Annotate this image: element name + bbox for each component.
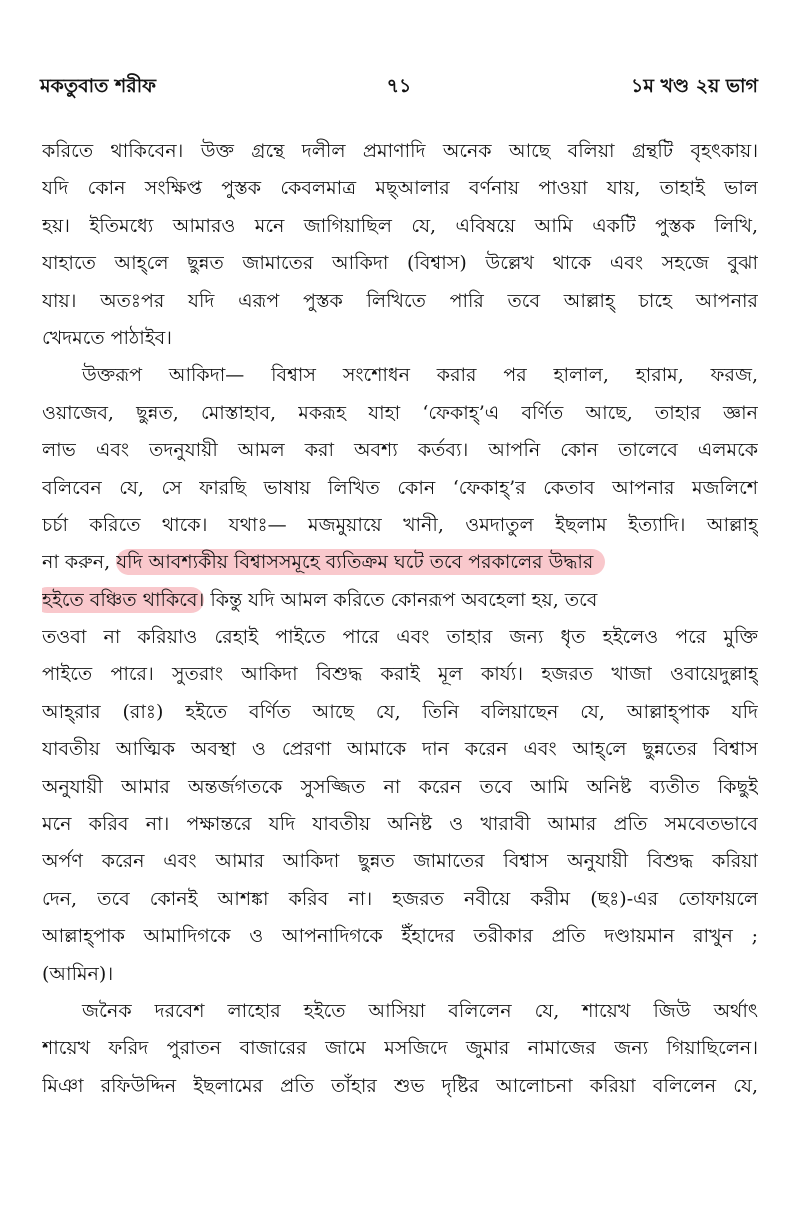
text-line: অনুযায়ী আমার অন্তর্জগতকে সুসজ্জিত না করেন তবে আমি অনিষ্ট ব্যতীত কিছুই (42, 775, 758, 798)
text-line: করিতে থাকিবেন। উক্ত গ্রন্থে দলীল প্রমাণাদি অনেক আছে বলিয়া গ্রন্থটি বৃহৎকায়। (42, 140, 758, 162)
text-line: বলিবেন যে, সে ফারছি ভাষায় লিখিত কোন ‘ফেকাহ্’র কেতাব আপনার মজলিশে (42, 476, 758, 499)
text-line: যাহাতে আহ্‌লে ছুন্নত জামাতের আকিদা (বিশ্বাস) উল্লেখ থাকে এবং সহজে বুঝা (42, 252, 758, 275)
text-line: মিঞা রফিউদ্দিন ইছলামের প্রতি তাঁহার শুভ দৃষ্টির আলোচনা করিয়া বলিলেন যে, (42, 1074, 758, 1097)
text-line: খেদমতে পাঠাইব। (42, 326, 172, 349)
text-line: উক্তরূপ আকিদা— বিশ্বাস সংশোধন করার পর হালাল, হারাম, ফরজ, (82, 364, 758, 387)
highlighted-text: যদি আবশ্যকীয় বিশ্বাসসমূহে ব্যতিক্রম ঘটে তবে পরকালের উদ্ধার (116, 549, 605, 575)
text-line: হয়। ইতিমধ্যে আমারও মনে জাগিয়াছিল যে, এবিষয়ে আমি একটি পুস্তক লিখি, (42, 214, 758, 237)
page-number: ৭১ (386, 75, 412, 97)
text-line: জনৈক দরবেশ লাহোর হইতে আসিয়া বলিলেন যে, শায়েখ জিউ অর্থাৎ (82, 999, 758, 1022)
text-line: অর্পণ করেন এবং আমার আকিদা ছুন্নত জামাতের বিশ্বাস অনুযায়ী বিশুদ্ধ করিয়া (42, 850, 758, 873)
book-title: মকতুবাত শরীফ (40, 75, 157, 97)
text-line: লাভ এবং তদনুযায়ী আমল করা অবশ্য কর্তব্য। আপনি কোন তালেবে এলমকে (42, 439, 758, 462)
text-line: ওয়াজেব, ছুন্নত, মোস্তাহাব, মকরূহ যাহা ‘ফেকাহ্’এ বর্ণিত আছে, তাহার জ্ঞান (42, 401, 758, 424)
text-line: তওবা না করিয়াও রেহাই পাইতে পারে এবং তাহার জন্য ধৃত হইলেও পরে মুক্তি (42, 626, 758, 649)
text-line: (আমিন)। (42, 962, 114, 985)
text-line: যাবতীয় আত্মিক অবস্থা ও প্রেরণা আমাকে দান করেন এবং আহ্‌লে ছুন্নতের বিশ্বাস (42, 738, 758, 761)
text-line-highlighted (42, 544, 758, 581)
text-line: পাইতে পারে। সুতরাং আকিদা বিশুদ্ধ করাই মূল কার্য্য। হজরত খাজা ওবায়েদুল্লাহ্‌ (42, 663, 758, 686)
text-line: যদি কোন সংক্ষিপ্ত পুস্তক কেবলমাত্র মছ্আলার বর্ণনায় পাওয়া যায়, তাহাই ভাল (42, 177, 758, 200)
body-text (42, 133, 758, 1105)
text-line: চর্চা করিতে থাকে। যথাঃ— মজমুয়ায়ে খানী, ওমদাতুল ইছলাম ইত্যাদি। আল্লাহ্‌ (42, 513, 758, 536)
text-line: আহ্‌রার (রাঃ) হইতে বর্ণিত আছে যে, তিনি বলিয়াছেন যে, আল্লাহ্‌পাক যদি (42, 700, 758, 723)
text-fragment: কিন্তু যদি আমল করিতে কোনরূপ অবহেলা হয়, তবে (210, 588, 598, 611)
text-line: যায়। অতঃপর যদি এরূপ পুস্তক লিখিতে পারি তবে আল্লাহ্‌ চাহে আপনার (42, 289, 758, 312)
text-line: শায়েখ ফরিদ পুরাতন বাজারের জামে মসজিদে জুমার নামাজের জন্য গিয়াছিলেন। (42, 1037, 758, 1060)
highlighted-text: হইতে বঞ্চিত থাকিবে। (42, 587, 204, 613)
text-line: আল্লাহ্‌পাক আমাদিগকে ও আপনাদিগকে ইঁহাদের তরীকার প্রতি দণ্ডায়মান রাখুন ; (42, 925, 758, 948)
text-line-highlighted (42, 582, 758, 619)
page-header (40, 72, 758, 108)
volume-label: ১ম খণ্ড ২য় ভাগ (631, 75, 758, 97)
text-fragment: না করুন, (42, 551, 111, 574)
text-line: মনে করিব না। পক্ষান্তরে যদি যাবতীয় অনিষ্ট ও খারাবী আমার প্রতি সমবেতভাবে (42, 813, 758, 836)
text-line: দেন, তবে কোনই আশঙ্কা করিব না। হজরত নবীয়ে করীম (ছঃ)-এর তোফায়লে (42, 887, 758, 910)
